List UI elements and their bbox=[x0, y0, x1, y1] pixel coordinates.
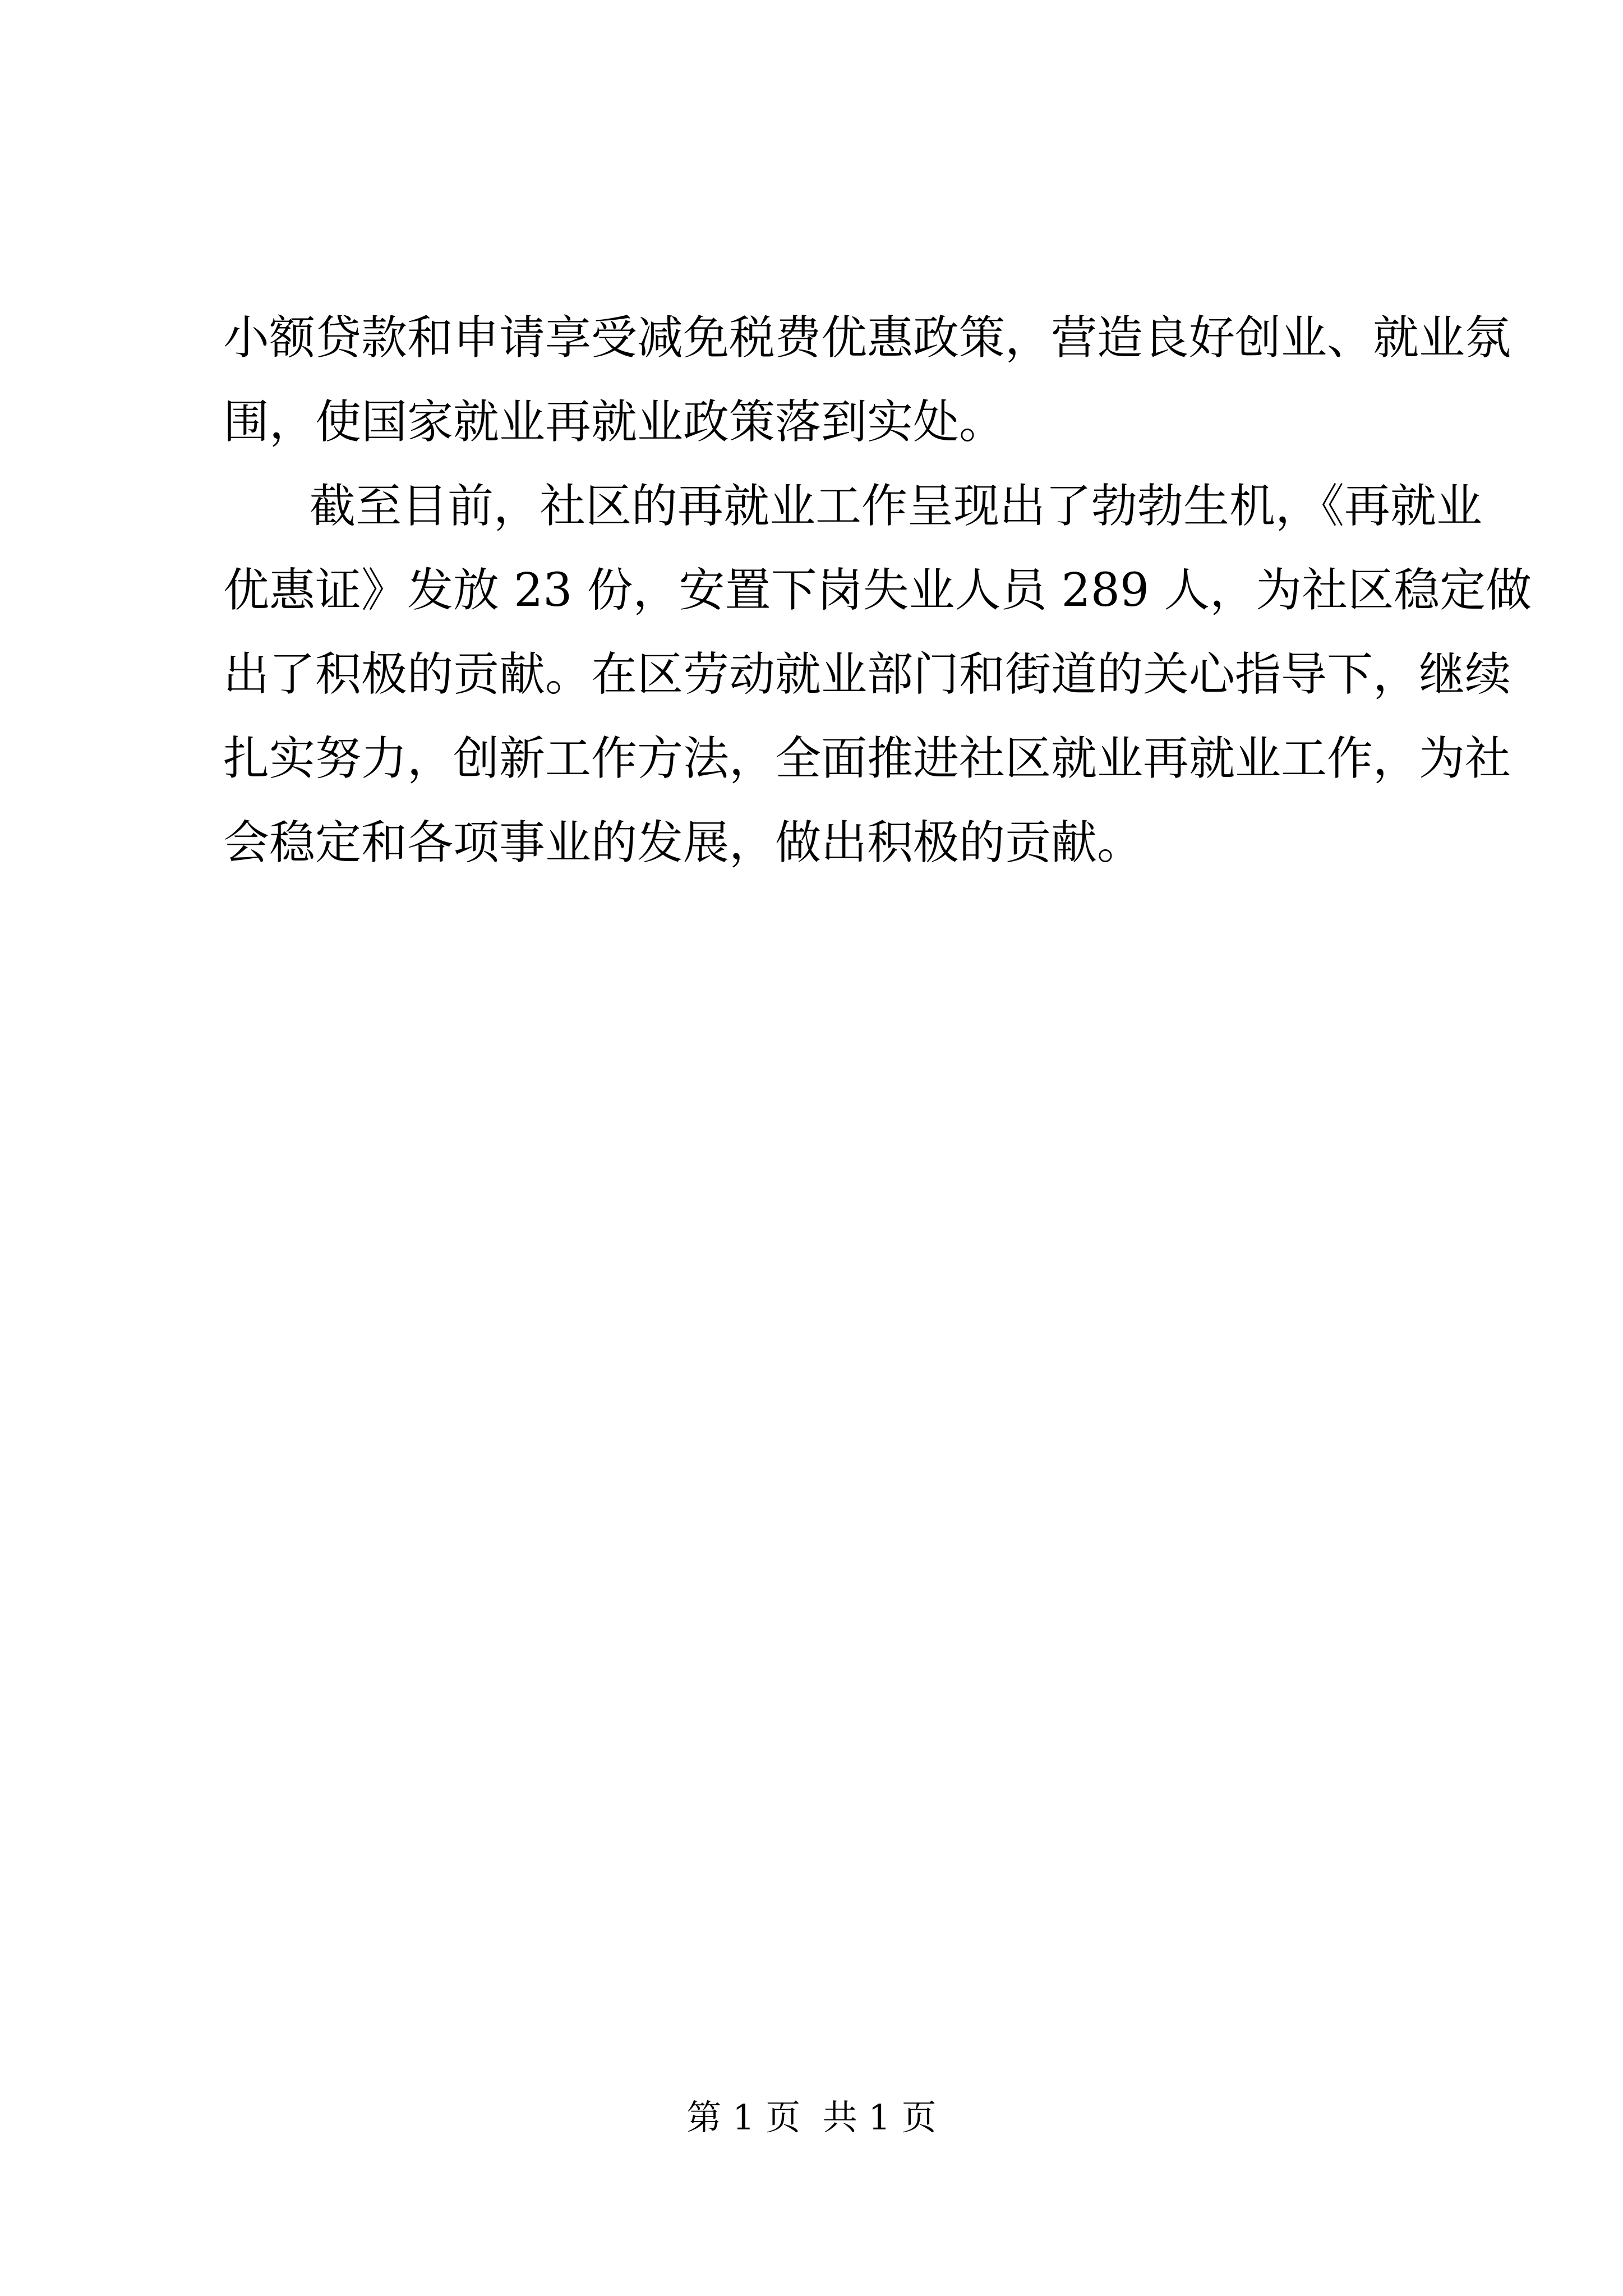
page-footer: 第 1 页 共 1 页 bbox=[686, 2097, 937, 2138]
body-text-line: 会稳定和各项事业的发展，做出积极的贡献。 bbox=[223, 816, 1144, 869]
body-text-line: 扎实努力，创新工作方法，全面推进社区就业再就业工作，为社 bbox=[223, 732, 1511, 785]
body-text-line: 围，使国家就业再就业政策落到实处。 bbox=[223, 395, 1006, 449]
body-text-line: 优惠证》发放 23 份，安置下岗失业人员 289 人，为社区稳定做 bbox=[223, 564, 1532, 617]
body-text-line: 小额贷款和申请享受减免税费优惠政策，营造良好创业、就业氛 bbox=[223, 311, 1511, 365]
body-text-line: 出了积极的贡献。在区劳动就业部门和街道的关心指导下，继续 bbox=[223, 648, 1511, 701]
body-text-line: 截至目前，社区的再就业工作呈现出了勃勃生机，《再就业 bbox=[310, 480, 1483, 533]
